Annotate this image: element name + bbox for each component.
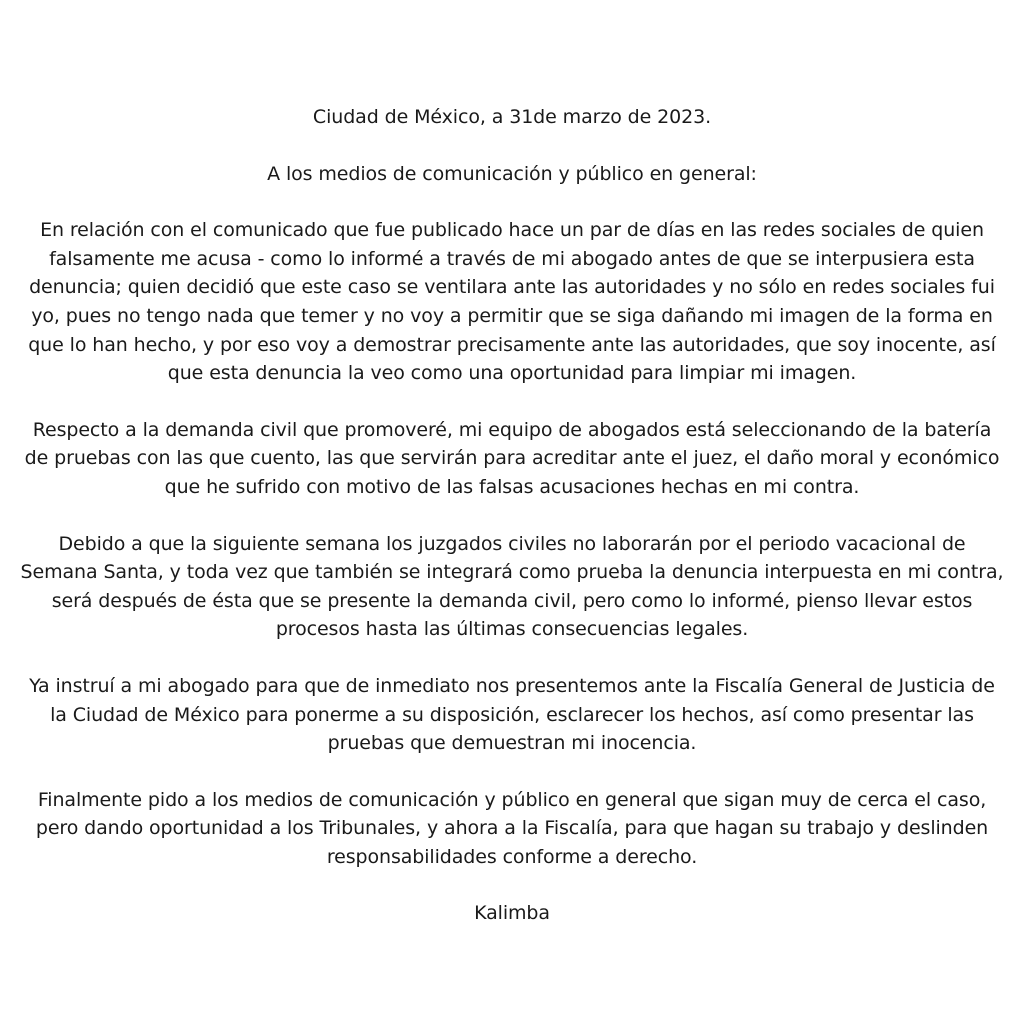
paragraph-closing-request: Finalmente pido a los medios de comunicación y público en general que sigan muy de cerca el caso, pero dando oportunidad a los Tribunales, y ahora a la Fiscalía, para que hagan su trabajo y deslinden responsabilidades conforme a derecho. <box>35 788 989 868</box>
press-statement <box>0 103 1024 956</box>
paragraph-semana-santa: Debido a que la siguiente semana los juzgados civiles no laborarán por el periodo vacacional de Semana Santa, y toda vez que también se integrará como prueba la denuncia interpuesta en mi contra, será después de ésta que se presente la demanda civil, pero como lo informé, pienso llevar estos procesos hasta las últimas consecuencias legales. <box>20 532 1004 641</box>
paragraph-denuncia: En relación con el comunicado que fue publicado hace un par de días en las redes sociales de quien falsamente me acusa - como lo informé a través de mi abogado antes de que se interpusiera esta denuncia; quien decidió que este caso se ventilara ante las autoridades y no sólo en redes sociales fui yo, pues no tengo nada que temer y no voy a permitir que se siga dañando mi imagen de la forma en que lo han hecho, y por eso voy a demostrar precisamente ante las autoridades, que soy inocente, así que esta denuncia la veo como una oportunidad para limpiar mi imagen. <box>28 219 996 385</box>
salutation: A los medios de comunicación y público en general: <box>267 162 757 185</box>
signature: Kalimba <box>474 902 550 925</box>
paragraph-fiscalia: Ya instruí a mi abogado para que de inmediato nos presentemos ante la Fiscalía General de Justicia de la Ciudad de México para ponerme a su disposición, esclarecer los hechos, así como presentar las pruebas que demuestran mi inocencia. <box>29 674 995 755</box>
dateline: Ciudad de México, a 31de marzo de 2023. <box>312 106 712 128</box>
paragraph-demanda-civil: Respecto a la demanda civil que promoveré, mi equipo de abogados está seleccionando de la batería de pruebas con las que cuento, las que servirán para acreditar ante el juez, el daño moral y económico que he sufrido con motivo de las falsas acusaciones hechas en mi contra. <box>24 418 1000 498</box>
